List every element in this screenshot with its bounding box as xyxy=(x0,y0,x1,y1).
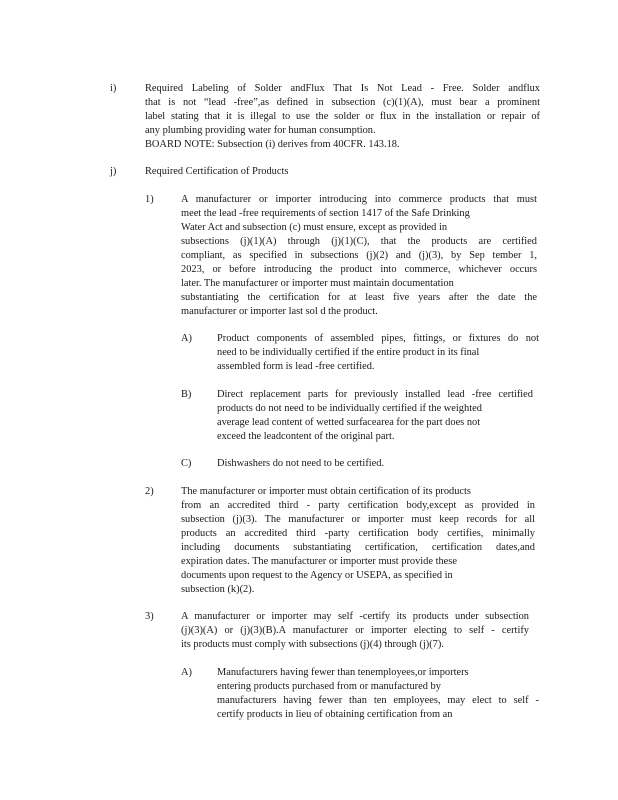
text-line: Water Act and subsection (c) must ensure, except as provided in xyxy=(181,222,448,233)
item-1c-label: C) xyxy=(181,458,192,469)
item-1-label: 1) xyxy=(145,194,154,205)
item-1a-text xyxy=(217,332,539,374)
text-line: 2023, or before introducing the product into commerce, whichever occurs xyxy=(181,264,537,275)
text-line: exceed the leadcontent of the original part. xyxy=(217,431,395,442)
item-3-text xyxy=(181,610,529,652)
section-i-text xyxy=(145,82,540,152)
item-1b-label: B) xyxy=(181,389,192,400)
text-line: later. The manufacturer or importer must maintain documentation xyxy=(181,278,454,289)
item-1-text xyxy=(181,193,537,319)
item-2-label: 2) xyxy=(145,486,154,497)
text-line: manufacturer or importer last sol d the product. xyxy=(181,306,378,317)
section-j-title xyxy=(145,165,288,179)
text-line: compliant, as specified in subsections (j)(2) and (j)(3), by Sep tember 1, xyxy=(181,250,537,261)
text-line: Product components of assembled pipes, fittings, or fixtures do not xyxy=(217,333,539,344)
text-line: that is not “lead -free”,as defined in subsection (c)(1)(A), must bear a prominent xyxy=(145,97,540,108)
item-2-text xyxy=(181,485,535,597)
item-3-label: 3) xyxy=(145,611,154,622)
text-line: products an accredited third -party certification body certifies, minimally xyxy=(181,528,535,539)
text-line: (j)(3)(A) or (j)(3)(B).A manufacturer or importer electing to self - certify xyxy=(181,625,529,636)
item-1c-text xyxy=(217,457,384,471)
text-line: subsections (j)(1)(A) through (j)(1)(C), that the products are certified xyxy=(181,236,537,247)
text-line: average lead content of wetted surfacearea for the part does not xyxy=(217,417,481,428)
text-line: manufacturers having fewer than ten employees, may elect to self - xyxy=(217,695,539,706)
text-line: need to be individually certified if the entire product in its final xyxy=(217,347,480,358)
text-line: assembled form is lead -free certified. xyxy=(217,361,375,372)
text-line: The manufacturer or importer must obtain certification of its products xyxy=(181,486,471,497)
item-3a-text xyxy=(217,666,539,722)
text-line: Manufacturers having fewer than tenemployees,or importers xyxy=(217,667,469,678)
text-line: entering products purchased from or manufactured by xyxy=(217,681,441,692)
text-line: A manufacturer or importer introducing into commerce products that must xyxy=(181,194,537,205)
section-j-label: j) xyxy=(110,166,117,177)
text-line: certify products in lieu of obtaining certification from an xyxy=(217,709,453,720)
text-line: documents upon request to the Agency or USEPA, as specified in xyxy=(181,570,453,581)
item-1b-text xyxy=(217,388,533,444)
section-i-label: i) xyxy=(110,83,117,94)
text-line: meet the lead -free requirements of section 1417 of the Safe Drinking xyxy=(181,208,470,219)
text-line: including documents substantiating certification, certification dates,and xyxy=(181,542,535,553)
text-line: expiration dates. The manufacturer or importer must provide these xyxy=(181,556,457,567)
text-line: Required Labeling of Solder andFlux That Is Not Lead - Free. Solder andflux xyxy=(145,83,540,94)
section-title: Required Certification of Products xyxy=(145,166,289,177)
text-line: from an accredited third - party certification body,except as provided in xyxy=(181,500,535,511)
text-line: its products must comply with subsections (j)(4) through (j)(7). xyxy=(181,639,444,650)
text-line: Dishwashers do not need to be certified. xyxy=(217,458,385,469)
item-1a-label: A) xyxy=(181,333,192,344)
text-line: A manufacturer or importer may self -certify its products under subsection xyxy=(181,611,529,622)
text-line: subsection (k)(2). xyxy=(181,584,255,595)
text-line: Direct replacement parts for previously installed lead -free certified xyxy=(217,389,533,400)
text-line: subsection (j)(3). The manufacturer or importer must keep records for all xyxy=(181,514,535,525)
text-line: products do not need to be individually certified if the weighted xyxy=(217,403,482,414)
item-3a-label: A) xyxy=(181,667,192,678)
text-line: any plumbing providing water for human consumption. xyxy=(145,125,376,136)
board-note: BOARD NOTE: Subsection (i) derives from 40CFR. 143.18. xyxy=(145,139,400,150)
text-line: substantiating the certification for at least five years after the date the xyxy=(181,292,537,303)
text-line: label stating that it is illegal to use the solder or flux in the installation or repair of xyxy=(145,111,540,122)
